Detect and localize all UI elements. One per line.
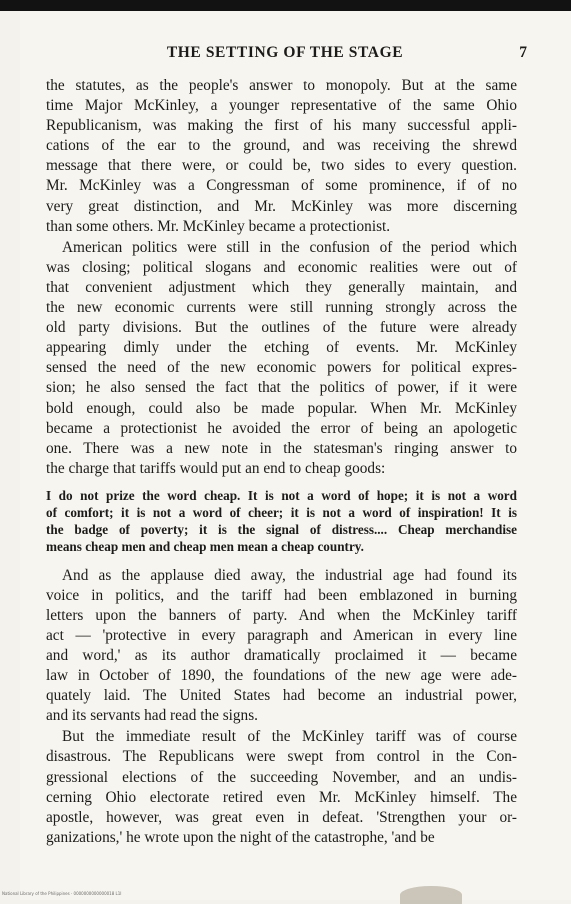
text-line: became a protectionist he avoided the error of being an apologetic (46, 419, 517, 437)
text-line: apostle, however, was great even in defeat. 'Strengthen your or- (46, 808, 517, 826)
text-line: law in October of 1890, the foundations of the new age were ade- (46, 667, 517, 685)
body-text (46, 76, 517, 849)
quote-line: I do not prize the word cheap. It is not a word of hope; it is not a word (46, 487, 517, 503)
paragraph (46, 238, 517, 479)
text-line: bold enough, could also be made popular. When Mr. McKinley (46, 399, 517, 417)
paragraphs-after-quote (46, 566, 517, 848)
text-line: than some others. Mr. McKinley became a protectionist. (46, 217, 391, 235)
text-line: ganizations,' he wrote upon the night of the catastrophe, 'and be (46, 828, 435, 846)
text-line: one. There was a new note in the statesman's ringing answer to (46, 439, 517, 457)
text-line: cerning Ohio electorate retired even Mr. McKinley himself. The (46, 788, 517, 806)
text-line: But the immediate result of the McKinley tariff was of course (62, 728, 517, 746)
paragraph (46, 566, 517, 727)
text-line: and word,' as its author dramatically proclaimed it — became (46, 647, 517, 664)
text-line: that convenient adjustment which they generally maintain, and (46, 278, 517, 296)
text-line: cations of the ear to the ground, and was receiving the shrewd (46, 137, 517, 155)
text-line: the charge that tariffs would put an end to cheap goods: (46, 459, 386, 477)
paragraph (46, 76, 517, 237)
text-line: appearing dimly under the etching of events. Mr. McKinley (46, 339, 517, 357)
text-line: quately laid. The United States had become an industrial power, (46, 687, 517, 705)
text-line: gressional elections of the succeeding November, and an undis- (46, 768, 517, 786)
text-line: Mr. McKinley was a Congressman of some prominence, if of no (46, 177, 517, 195)
text-line: and its servants had read the signs. (46, 707, 258, 725)
text-line: message that there were, or could be, two sides to every question. (46, 157, 517, 175)
block-quote (46, 487, 517, 556)
text-line: And as the applause died away, the industrial age had found its (62, 566, 517, 584)
text-line: the statutes, as the people's answer to monopoly. But at the same (46, 77, 517, 94)
text-line: was closing; political slogans and economic realities were out of (46, 258, 517, 276)
page-header (0, 44, 571, 66)
scan-credit: National Library of the Philippines · 0000000000000018 L1I (2, 891, 122, 896)
text-line: very great distinction, and Mr. McKinley was more discerning (46, 197, 517, 215)
text-line: Republicanism, was making the first of his many successful appli- (46, 117, 517, 135)
text-line: American politics were still in the confusion of the period which (62, 238, 517, 256)
text-line: old party divisions. But the outlines of the future were already (46, 319, 517, 337)
text-line: time Major McKinley, a younger representative of the same Ohio (46, 97, 517, 115)
text-line: sion; he also sensed the fact that the politics of power, if it were (46, 379, 517, 397)
text-line: the new economic currents were still running strongly across the (46, 299, 517, 317)
paragraph (46, 727, 517, 848)
page-number: 7 (519, 44, 527, 61)
running-head: THE SETTING OF THE STAGE (166, 44, 404, 61)
page-smudge (400, 886, 462, 904)
quote-line: means cheap men and cheap men mean a cheap country. (46, 539, 364, 555)
paragraphs-before-quote (46, 76, 517, 479)
text-line: disastrous. The Republicans were swept from control in the Con- (46, 748, 517, 766)
quote-line: the badge of poverty; it is the signal of distress.... Cheap merchandise (46, 522, 517, 538)
text-line: act — 'protective in every paragraph and American in every line (46, 626, 517, 644)
scanner-top-band (0, 0, 571, 11)
quote-line: of comfort; it is not a word of cheer; it is not a word of inspiration! It is (46, 505, 517, 521)
text-line: letters upon the banners of party. And when the McKinley tariff (46, 606, 517, 624)
text-line: voice in politics, and the tariff had been emblazoned in burning (46, 586, 517, 604)
text-line: sensed the need of the new economic powers for political expres- (46, 359, 517, 377)
